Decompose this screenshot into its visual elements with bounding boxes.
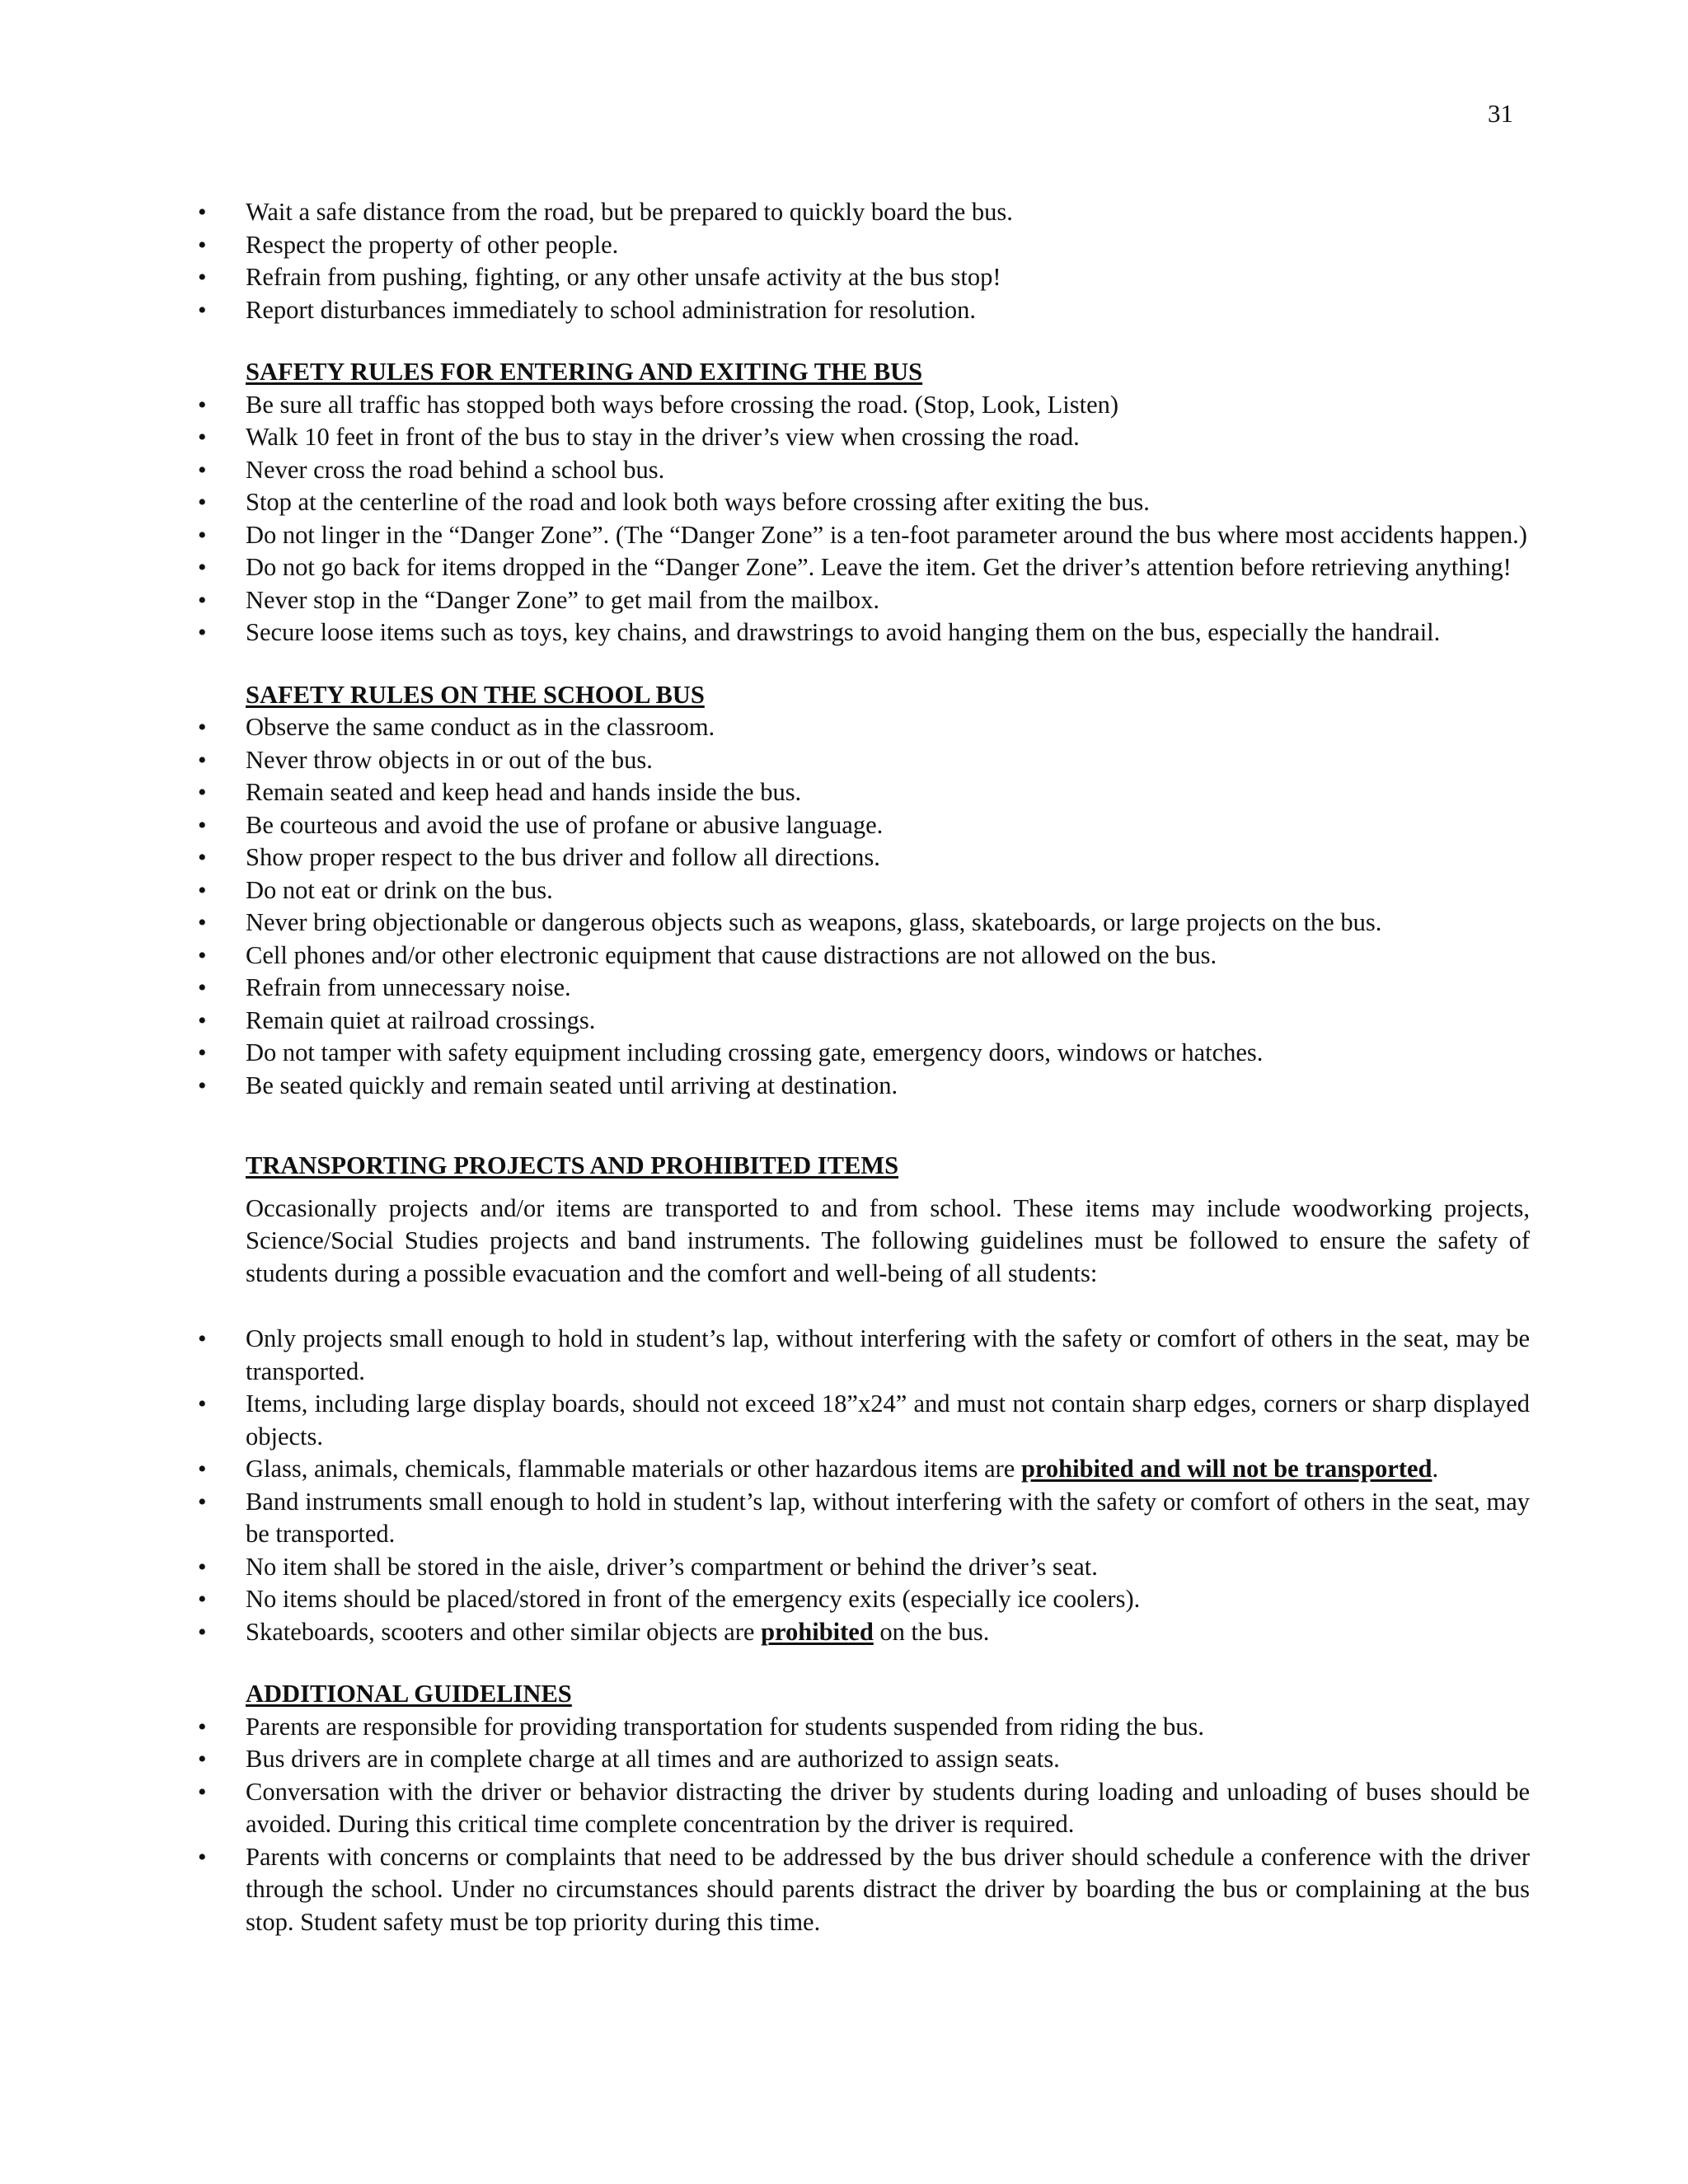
list-item: • Conversation with the driver or behavior distracting the driver by students during loading and unloading of buses should be avoided. During this critical time complete concentration by the driver is required. xyxy=(198,1777,1530,1838)
bullet-icon: • xyxy=(198,391,207,419)
list-item: • Never bring objectionable or dangerous objects such as weapons, glass, skateboards, or large projects on the bus. xyxy=(188,907,1530,940)
list-item: • Items, including large display boards, should not exceed 18”x24” and must not contain sharp edges, corners or sharp displayed objects. xyxy=(198,1390,1530,1451)
bullet-icon: • xyxy=(198,1553,207,1581)
list-item: • Never stop in the “Danger Zone” to get mail from the mailbox. xyxy=(188,584,1530,617)
on-bus-rules-list xyxy=(188,711,1530,1102)
bullet-icon: • xyxy=(198,1006,207,1034)
bullet-icon: • xyxy=(198,1039,207,1066)
prohibited-emphasis: prohibited xyxy=(761,1617,874,1646)
list-item: • Observe the same conduct as in the classroom. xyxy=(188,711,1530,744)
list-item: • No items should be placed/stored in front of the emergency exits (especially ice coolers). xyxy=(188,1583,1530,1616)
bullet-icon: • xyxy=(198,746,207,774)
list-item: • Never throw objects in or out of the bus. xyxy=(188,744,1530,777)
list-item: • Remain quiet at railroad crossings. xyxy=(188,1005,1530,1038)
bullet-icon: • xyxy=(198,586,207,614)
section-heading-on-bus: SAFETY RULES ON THE SCHOOL BUS xyxy=(246,680,705,709)
list-item: • Secure loose items such as toys, key chains, and drawstrings to avoid hanging them on the bus, especially the handrail. xyxy=(188,616,1530,649)
list-item: • Only projects small enough to hold in student’s lap, without interfering with the safety or comfort of others in the seat, may be transported. xyxy=(198,1324,1530,1385)
list-item: • Be courteous and avoid the use of profane or abusive language. xyxy=(188,809,1530,842)
section-heading-projects: TRANSPORTING PROJECTS AND PROHIBITED ITEMS xyxy=(246,1151,899,1179)
list-item: • Do not tamper with safety equipment including crossing gate, emergency doors, windows or hatches. xyxy=(188,1037,1530,1070)
list-item: • Parents are responsible for providing transportation for students suspended from riding the bus. xyxy=(188,1711,1530,1744)
list-item: • Do not eat or drink on the bus. xyxy=(188,874,1530,907)
bullet-icon: • xyxy=(198,1488,207,1516)
bullet-icon: • xyxy=(198,811,207,839)
bullet-icon: • xyxy=(198,1586,207,1613)
bullet-icon: • xyxy=(198,779,207,806)
list-item: • Parents with concerns or complaints that need to be addressed by the bus driver should schedule a conference with the driver through the school. Under no circumstances should parents distract the driver by boarding the bus or complaining at the bus stop. Student safety must be top priority during this time. xyxy=(198,1842,1530,1936)
prohibited-emphasis: prohibited and will not be transported xyxy=(1020,1455,1432,1483)
bullet-icon: • xyxy=(198,941,207,969)
bullet-icon: • xyxy=(198,909,207,936)
bullet-icon: • xyxy=(198,1618,207,1646)
list-item: • Band instruments small enough to hold in student’s lap, without interfering with the safety or comfort of others in the seat, may be transported. xyxy=(198,1487,1530,1548)
page-content xyxy=(188,196,1530,1938)
list-item: • Report disturbances immediately to school administration for resolution. xyxy=(188,294,1530,327)
list-item: • Skateboards, scooters and other similar objects are prohibited on the bus. xyxy=(188,1616,1530,1649)
list-item: • Bus drivers are in complete charge at all times and are authorized to assign seats. xyxy=(188,1743,1530,1776)
list-item: • Respect the property of other people. xyxy=(188,229,1530,262)
bullet-icon: • xyxy=(198,974,207,1001)
list-item: • No item shall be stored in the aisle, driver’s compartment or behind the driver’s seat. xyxy=(188,1551,1530,1584)
projects-rules-list xyxy=(188,1323,1530,1648)
list-item: • Cell phones and/or other electronic equipment that cause distractions are not allowed on the bus. xyxy=(188,940,1530,972)
bullet-icon: • xyxy=(198,521,207,549)
bullet-icon: • xyxy=(198,1713,207,1741)
list-item: • Stop at the centerline of the road and look both ways before crossing after exiting the bus. xyxy=(188,486,1530,519)
page-number: 31 xyxy=(1488,99,1513,128)
bullet-icon: • xyxy=(198,456,207,484)
bullet-icon: • xyxy=(198,1390,207,1418)
bullet-icon: • xyxy=(198,1843,207,1871)
bullet-icon: • xyxy=(198,1455,207,1483)
bullet-icon: • xyxy=(198,424,207,451)
bullet-icon: • xyxy=(198,1071,207,1099)
list-item: • Be sure all traffic has stopped both ways before crossing the road. (Stop, Look, Listen) xyxy=(188,389,1530,422)
bullet-icon: • xyxy=(198,714,207,741)
bullet-icon: • xyxy=(198,876,207,904)
bullet-icon: • xyxy=(198,844,207,871)
bullet-icon: • xyxy=(198,1325,207,1352)
list-item: • Do not linger in the “Danger Zone”. (The “Danger Zone” is a ten-foot parameter around the bus where most accidents happen.) xyxy=(188,519,1530,552)
bullet-icon: • xyxy=(198,231,207,259)
bullet-icon: • xyxy=(198,264,207,291)
entering-exiting-rules-list xyxy=(188,389,1530,649)
bullet-icon: • xyxy=(198,489,207,516)
list-item: • Walk 10 feet in front of the bus to stay in the driver’s view when crossing the road. xyxy=(188,421,1530,454)
section-heading-additional: ADDITIONAL GUIDELINES xyxy=(246,1680,572,1708)
bullet-icon: • xyxy=(198,619,207,646)
list-item: • Glass, animals, chemicals, flammable materials or other hazardous items are prohibited and will not be transported. xyxy=(188,1453,1530,1486)
bullet-icon: • xyxy=(198,1778,207,1806)
bus-stop-rules-list xyxy=(188,196,1530,326)
bullet-icon: • xyxy=(198,296,207,324)
list-item: • Never cross the road behind a school bus. xyxy=(188,454,1530,487)
list-item: • Be seated quickly and remain seated until arriving at destination. xyxy=(188,1070,1530,1103)
bullet-icon: • xyxy=(198,1746,207,1773)
list-item: • Show proper respect to the bus driver and follow all directions. xyxy=(188,841,1530,874)
list-item: • Wait a safe distance from the road, but be prepared to quickly board the bus. xyxy=(188,196,1530,229)
list-item: • Remain seated and keep head and hands inside the bus. xyxy=(188,776,1530,809)
bullet-icon: • xyxy=(198,199,207,226)
projects-intro-paragraph: Occasionally projects and/or items are transported to and from school. These items may include woodworking projects, Science/Social Studies projects and band instruments. The following guidelines must be followed to ensure the safety of students during a possible evacuation and the comfort and well-being of all students: xyxy=(246,1193,1530,1287)
additional-guidelines-list xyxy=(188,1711,1530,1939)
section-heading-entering-exiting: SAFETY RULES FOR ENTERING AND EXITING THE BUS xyxy=(246,358,923,386)
list-item: • Do not go back for items dropped in the “Danger Zone”. Leave the item. Get the driver’s attention before retrieving anything! xyxy=(188,551,1530,584)
bullet-icon: • xyxy=(198,554,207,581)
list-item: • Refrain from pushing, fighting, or any other unsafe activity at the bus stop! xyxy=(188,261,1530,294)
list-item: • Refrain from unnecessary noise. xyxy=(188,972,1530,1005)
